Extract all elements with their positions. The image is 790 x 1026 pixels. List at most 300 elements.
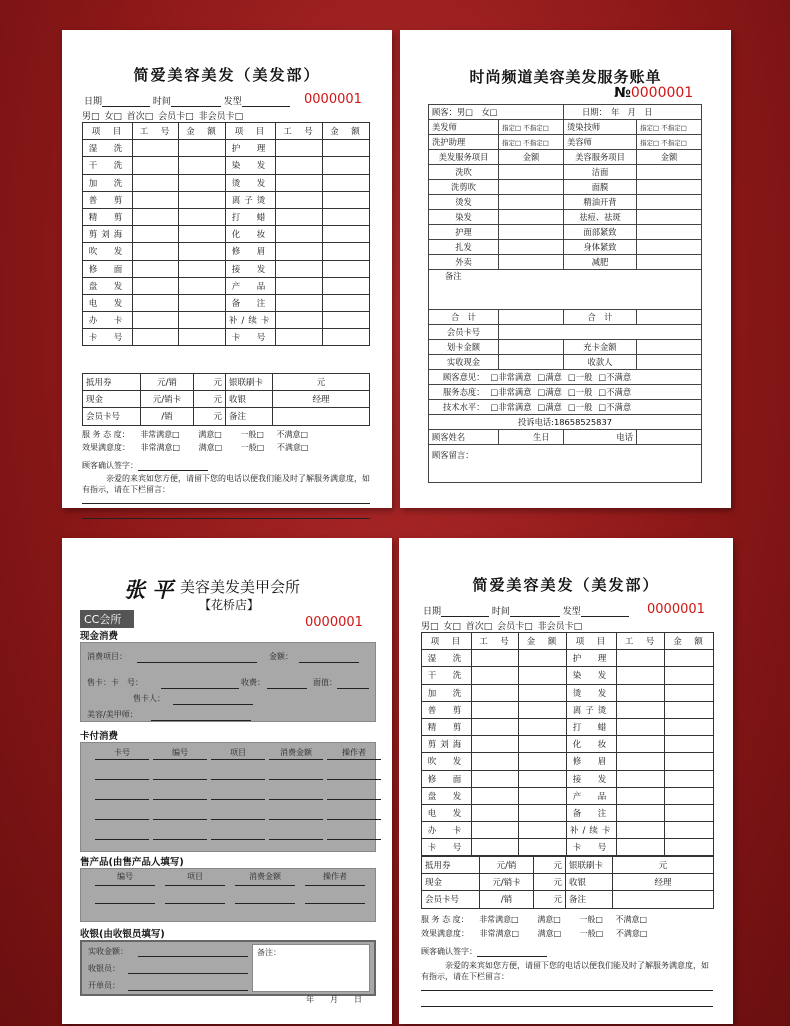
- payment-row: [83, 374, 370, 391]
- staff-id-cell[interactable]: [617, 770, 665, 787]
- card-entry-line[interactable]: [327, 799, 381, 800]
- feedback-option[interactable]: □满意: [537, 402, 562, 412]
- staff-id-cell[interactable]: [276, 208, 323, 225]
- amount-cell[interactable]: [665, 667, 714, 684]
- card-entry-line[interactable]: [153, 779, 207, 780]
- payment-cell[interactable]: 元: [613, 857, 714, 874]
- message-line[interactable]: [82, 503, 370, 504]
- amount-cell[interactable]: [665, 753, 714, 770]
- staff-id-cell[interactable]: [133, 191, 179, 208]
- message-line[interactable]: [421, 990, 713, 991]
- amount-cell[interactable]: [499, 225, 564, 240]
- service-item: 接 发: [567, 770, 617, 787]
- feedback-option[interactable]: □非常满意: [490, 387, 532, 397]
- staff-id-cell[interactable]: [472, 701, 519, 718]
- male-checkbox[interactable]: 男□: [82, 112, 100, 122]
- staff-id-cell[interactable]: [133, 140, 179, 157]
- table-row: [422, 718, 714, 735]
- amount-cell[interactable]: [179, 277, 226, 294]
- service-item: 染 发: [567, 667, 617, 684]
- message-line[interactable]: [82, 518, 370, 519]
- staff-id-cell[interactable]: [133, 157, 179, 174]
- card-entry-line[interactable]: [327, 839, 381, 840]
- bill-date[interactable]: 日期： 年 月 日: [564, 105, 702, 120]
- feedback-option[interactable]: □满意: [537, 372, 562, 382]
- service-item: 盘 发: [83, 277, 133, 294]
- staff-id-cell[interactable]: [276, 174, 323, 191]
- staff-id-cell[interactable]: [133, 174, 179, 191]
- amount-cell[interactable]: [665, 684, 714, 701]
- staff-id-cell[interactable]: [276, 157, 323, 174]
- card-entry-line[interactable]: [211, 819, 265, 820]
- product-entry-line[interactable]: [235, 885, 295, 886]
- received-field[interactable]: [267, 688, 307, 689]
- staff-id-cell[interactable]: [472, 684, 519, 701]
- table-row: [422, 701, 714, 718]
- amount-cell[interactable]: [323, 312, 370, 329]
- feedback-cell[interactable]: [429, 370, 702, 385]
- staff-id-cell[interactable]: [472, 839, 519, 856]
- service-item: 护 理: [226, 140, 276, 157]
- amount-cell[interactable]: [179, 191, 226, 208]
- service-item: 化 妆: [567, 736, 617, 753]
- bill-header-row: [429, 150, 702, 165]
- staff-id-cell[interactable]: [472, 822, 519, 839]
- amount-cell[interactable]: [499, 255, 564, 270]
- service-item: 普 剪: [83, 191, 133, 208]
- amount-cell[interactable]: [519, 753, 567, 770]
- time-field[interactable]: [510, 608, 560, 617]
- amount-cell[interactable]: [179, 329, 226, 346]
- payment-cell[interactable]: /销: [480, 891, 534, 908]
- card-entry-line[interactable]: [269, 759, 323, 760]
- staff-id-cell[interactable]: [472, 650, 519, 667]
- very-satisfied-option[interactable]: 非常满意□: [140, 430, 180, 439]
- card-deduct-label: 划卡金额: [429, 340, 499, 355]
- amount-cell[interactable]: [637, 310, 702, 325]
- payment-cell: 现金: [422, 874, 480, 891]
- staff-id-cell[interactable]: [617, 650, 665, 667]
- paid-amount-field[interactable]: [138, 956, 248, 957]
- amount-cell[interactable]: [179, 243, 226, 260]
- service-item: 修 眉: [226, 243, 276, 260]
- staff-id-cell[interactable]: [276, 140, 323, 157]
- satisfied-option[interactable]: 满意□: [198, 430, 222, 439]
- staff-id-cell[interactable]: [276, 226, 323, 243]
- staff-id-cell[interactable]: [133, 312, 179, 329]
- feedback-option[interactable]: □不满意: [598, 402, 632, 412]
- staff-id-cell[interactable]: [133, 243, 179, 260]
- remark-cell[interactable]: 备注: [429, 270, 702, 310]
- amount-cell[interactable]: [499, 165, 564, 180]
- phone-cell[interactable]: [564, 430, 637, 445]
- staff-id-cell[interactable]: [472, 667, 519, 684]
- service-item: 离子烫: [567, 701, 617, 718]
- hair-service-item: 扎发: [429, 240, 499, 255]
- card-column-header: 卡号: [114, 748, 130, 757]
- staff-id-cell[interactable]: [617, 787, 665, 804]
- staff-id-cell[interactable]: [617, 736, 665, 753]
- feedback-option[interactable]: □一般: [567, 387, 593, 397]
- staff-id-cell[interactable]: [133, 208, 179, 225]
- average-option[interactable]: 一般□: [240, 443, 265, 452]
- staff-id-cell[interactable]: [133, 260, 179, 277]
- table-row: [422, 839, 714, 856]
- seller-field[interactable]: [173, 704, 253, 705]
- amount-cell[interactable]: [499, 240, 564, 255]
- feedback-option[interactable]: □非常满意: [490, 372, 532, 382]
- bill-item-row: [429, 255, 702, 270]
- card-entry-line[interactable]: [211, 799, 265, 800]
- feedback-option[interactable]: □满意: [537, 387, 562, 397]
- payment-cell[interactable]: [613, 891, 714, 908]
- first-visit-checkbox[interactable]: 首次□: [126, 112, 154, 122]
- payment-cell[interactable]: 元: [534, 857, 566, 874]
- cashier-cell[interactable]: [637, 355, 702, 370]
- staff-role: 洗护助理: [429, 135, 499, 150]
- member-checkbox[interactable]: 会员卡□: [158, 112, 194, 122]
- card-entry-line[interactable]: [153, 819, 207, 820]
- amount-cell[interactable]: [179, 294, 226, 311]
- message-line[interactable]: [421, 1006, 713, 1007]
- card-entry-line[interactable]: [269, 779, 323, 780]
- amount-cell[interactable]: [665, 804, 714, 821]
- feedback-option[interactable]: □非常满意: [490, 402, 532, 412]
- staff-id-cell[interactable]: [276, 312, 323, 329]
- amount-field[interactable]: [299, 662, 359, 663]
- beauty-service-item: 身体紧致: [564, 240, 637, 255]
- feedback-cell[interactable]: [429, 400, 702, 415]
- designation-options[interactable]: 指定□ 不指定□: [637, 135, 702, 150]
- card-entry-line[interactable]: [327, 759, 381, 760]
- staff-id-cell[interactable]: [472, 718, 519, 735]
- card-entry-line[interactable]: [269, 799, 323, 800]
- satisfied-option[interactable]: 满意□: [537, 929, 562, 938]
- amount-cell[interactable]: [179, 208, 226, 225]
- beautician-field[interactable]: [151, 720, 251, 721]
- card-entry-line[interactable]: [269, 819, 323, 820]
- card-entry-line[interactable]: [211, 779, 265, 780]
- staff-id-cell[interactable]: [472, 804, 519, 821]
- unsatisfied-option[interactable]: 不满意□: [615, 929, 648, 938]
- cashier-field[interactable]: [128, 973, 248, 974]
- service-item: 接 发: [226, 260, 276, 277]
- customer-gender[interactable]: 顾客：男□ 女□: [429, 105, 564, 120]
- staff-id-cell[interactable]: [276, 260, 323, 277]
- amount-cell[interactable]: [519, 787, 567, 804]
- product-entry-line[interactable]: [165, 885, 225, 886]
- service-item: 烫 发: [567, 684, 617, 701]
- staff-id-cell[interactable]: [133, 277, 179, 294]
- amount-cell[interactable]: [323, 277, 370, 294]
- amount-cell[interactable]: [179, 226, 226, 243]
- staff-id-cell[interactable]: [133, 226, 179, 243]
- stylist-field[interactable]: [242, 98, 290, 107]
- item-field[interactable]: [137, 662, 257, 663]
- amount-cell[interactable]: [519, 770, 567, 787]
- non-member-checkbox[interactable]: 非会员卡□: [537, 622, 583, 632]
- card-column-header: 操作者: [342, 748, 366, 757]
- payment-cell[interactable]: /销: [141, 408, 194, 425]
- service-item: 补/续卡: [226, 312, 276, 329]
- card-entry-line[interactable]: [95, 819, 149, 820]
- amount-cell[interactable]: [323, 226, 370, 243]
- phone-value-cell[interactable]: [637, 430, 702, 445]
- column-header: 项 目: [567, 633, 617, 650]
- column-header: 美发服务项目: [429, 150, 499, 165]
- service-item: 普 剪: [422, 701, 472, 718]
- amount-cell[interactable]: [519, 667, 567, 684]
- feedback-cell[interactable]: [429, 385, 702, 400]
- amount-cell[interactable]: [637, 165, 702, 180]
- service-item: 离子烫: [226, 191, 276, 208]
- amount-cell[interactable]: [665, 839, 714, 856]
- beauty-service-item: 减肥: [564, 255, 637, 270]
- payment-cell[interactable]: 元/销卡: [480, 874, 534, 891]
- serial-number: 0000001: [304, 92, 362, 107]
- feedback-option[interactable]: □一般: [567, 402, 593, 412]
- feedback-option[interactable]: □不满意: [598, 387, 632, 397]
- staff-id-cell[interactable]: [276, 277, 323, 294]
- card-entry-line[interactable]: [211, 839, 265, 840]
- very-satisfied-option[interactable]: 非常满意□: [479, 915, 519, 924]
- amount-cell[interactable]: [519, 650, 567, 667]
- amount-cell[interactable]: [665, 718, 714, 735]
- cashier-section-title: 收银(由收银员填写): [80, 929, 165, 940]
- unsatisfied-option[interactable]: 不满意□: [276, 430, 309, 439]
- average-option[interactable]: 一般□: [240, 430, 264, 439]
- average-option[interactable]: 一般□: [579, 915, 603, 924]
- brand-name: 张 平: [124, 577, 174, 602]
- amount-cell[interactable]: [499, 195, 564, 210]
- amount-cell[interactable]: [499, 210, 564, 225]
- staff-id-cell[interactable]: [617, 804, 665, 821]
- product-entry-line[interactable]: [95, 903, 155, 904]
- payment-cell: 抵用券: [83, 374, 141, 391]
- amount-cell[interactable]: [665, 787, 714, 804]
- average-option[interactable]: 一般□: [579, 929, 604, 938]
- amount-cell[interactable]: [637, 340, 702, 355]
- payment-cell[interactable]: 元: [194, 391, 226, 408]
- amount-cell[interactable]: [323, 260, 370, 277]
- amount-cell[interactable]: [179, 157, 226, 174]
- amount-cell[interactable]: [323, 294, 370, 311]
- staff-id-cell[interactable]: [133, 329, 179, 346]
- product-entry-line[interactable]: [235, 903, 295, 904]
- amount-cell[interactable]: [323, 174, 370, 191]
- amount-cell[interactable]: [637, 225, 702, 240]
- amount-cell[interactable]: [665, 701, 714, 718]
- staff-id-cell[interactable]: [472, 736, 519, 753]
- product-column-header: 消费金额: [249, 872, 281, 881]
- payment-cell[interactable]: 经理: [273, 391, 370, 408]
- payment-cell[interactable]: 元/销: [141, 374, 194, 391]
- satisfied-option[interactable]: 满意□: [537, 915, 561, 924]
- date-field[interactable]: [102, 98, 150, 107]
- female-checkbox[interactable]: 女□: [443, 622, 461, 632]
- staff-id-cell[interactable]: [276, 243, 323, 260]
- card-entry-line[interactable]: [153, 759, 207, 760]
- staff-id-cell[interactable]: [617, 667, 665, 684]
- birthday-cell[interactable]: [499, 430, 564, 445]
- staff-id-cell[interactable]: [276, 329, 323, 346]
- very-satisfied-option[interactable]: 非常满意□: [140, 443, 181, 452]
- designation-options[interactable]: 指定□ 不指定□: [637, 120, 702, 135]
- table-row: [422, 684, 714, 701]
- staff-id-cell[interactable]: [133, 294, 179, 311]
- order-clerk-field[interactable]: [128, 990, 248, 991]
- table-row: [83, 260, 370, 277]
- member-card-field[interactable]: [499, 325, 702, 340]
- staff-id-cell[interactable]: [617, 839, 665, 856]
- service-item: 卡 号: [226, 329, 276, 346]
- first-visit-checkbox[interactable]: 首次□: [465, 622, 493, 632]
- payment-cell[interactable]: 元: [534, 874, 566, 891]
- staff-id-cell[interactable]: [617, 718, 665, 735]
- payment-cell[interactable]: 元: [273, 374, 370, 391]
- amount-cell[interactable]: [179, 174, 226, 191]
- amount-cell[interactable]: [519, 804, 567, 821]
- amount-cell[interactable]: [323, 243, 370, 260]
- date-footer: 年 月 日: [306, 995, 362, 1004]
- payment-cell[interactable]: 经理: [613, 874, 714, 891]
- date-label: 日期: [423, 607, 442, 617]
- signature-field[interactable]: [138, 462, 208, 471]
- amount-cell[interactable]: [323, 140, 370, 157]
- card-entry-line[interactable]: [95, 759, 149, 760]
- amount-cell[interactable]: [665, 770, 714, 787]
- member-checkbox[interactable]: 会员卡□: [497, 622, 533, 632]
- card-entry-line[interactable]: [95, 839, 149, 840]
- amount-cell[interactable]: [637, 180, 702, 195]
- branch-name: 【花桥店】: [199, 598, 260, 612]
- staff-id-cell[interactable]: [617, 753, 665, 770]
- card-entry-line[interactable]: [211, 759, 265, 760]
- form-title: 简爱美容美发（美发部）: [472, 576, 660, 594]
- card-entry-line[interactable]: [95, 779, 149, 780]
- staff-id-cell[interactable]: [617, 701, 665, 718]
- amount-cell[interactable]: [499, 310, 564, 325]
- product-entry-line[interactable]: [305, 885, 365, 886]
- unsatisfied-option[interactable]: 不满意□: [615, 915, 648, 924]
- bill-item-row: [429, 165, 702, 180]
- amount-cell[interactable]: [637, 195, 702, 210]
- card-number-field[interactable]: [161, 688, 239, 689]
- feedback-option[interactable]: □一般: [567, 372, 593, 382]
- customer-name-cell[interactable]: [429, 430, 499, 445]
- staff-id-cell[interactable]: [472, 753, 519, 770]
- card-entry-line[interactable]: [95, 799, 149, 800]
- amount-cell[interactable]: [519, 839, 567, 856]
- service-item: 产 品: [567, 787, 617, 804]
- payment-cell[interactable]: [273, 408, 370, 425]
- card-section-box: [80, 742, 376, 852]
- amount-cell[interactable]: [519, 736, 567, 753]
- time-field[interactable]: [171, 98, 221, 107]
- card-entry-line[interactable]: [153, 839, 207, 840]
- payment-cell[interactable]: 元: [534, 891, 566, 908]
- amount-cell[interactable]: [637, 210, 702, 225]
- member-card-row: [429, 325, 702, 340]
- staff-id-cell[interactable]: [276, 294, 323, 311]
- customer-message-cell[interactable]: 顾客留言：: [429, 445, 702, 483]
- staff-id-cell[interactable]: [617, 684, 665, 701]
- payment-cell[interactable]: 元: [194, 408, 226, 425]
- amount-cell[interactable]: [665, 822, 714, 839]
- amount-cell[interactable]: [519, 822, 567, 839]
- signature-field[interactable]: [477, 948, 547, 957]
- male-checkbox[interactable]: 男□: [421, 622, 439, 632]
- amount-cell[interactable]: [323, 329, 370, 346]
- beauty-service-item: 面膜: [564, 180, 637, 195]
- amount-cell[interactable]: [499, 355, 564, 370]
- amount-cell[interactable]: [323, 191, 370, 208]
- amount-cell[interactable]: [637, 255, 702, 270]
- amount-cell[interactable]: [179, 312, 226, 329]
- amount-cell[interactable]: [665, 650, 714, 667]
- payment-cell[interactable]: 元/销卡: [141, 391, 194, 408]
- product-entry-line[interactable]: [165, 903, 225, 904]
- column-header: 工 号: [133, 123, 179, 140]
- staff-id-cell[interactable]: [617, 822, 665, 839]
- payment-cell[interactable]: 元/销: [480, 857, 534, 874]
- card-entry-line[interactable]: [153, 799, 207, 800]
- amount-cell[interactable]: [179, 260, 226, 277]
- designation-options[interactable]: 指定□ 不指定□: [499, 120, 564, 135]
- staff-id-cell[interactable]: [276, 191, 323, 208]
- date-field[interactable]: [441, 608, 489, 617]
- table-row: [83, 157, 370, 174]
- very-satisfied-option[interactable]: 非常满意□: [479, 929, 520, 938]
- remark-box[interactable]: 备注：: [252, 944, 370, 992]
- service-item: 卡 号: [83, 329, 133, 346]
- non-member-checkbox[interactable]: 非会员卡□: [198, 112, 244, 122]
- payment-row: [83, 408, 370, 425]
- designation-options[interactable]: 指定□ 不指定□: [499, 135, 564, 150]
- amount-cell[interactable]: [665, 736, 714, 753]
- product-entry-line[interactable]: [305, 903, 365, 904]
- card-entry-line[interactable]: [327, 819, 381, 820]
- face-value-field[interactable]: [337, 688, 369, 689]
- feedback-option[interactable]: □不满意: [598, 372, 632, 382]
- staff-id-cell[interactable]: [472, 787, 519, 804]
- product-entry-line[interactable]: [95, 885, 155, 886]
- payment-cell[interactable]: 元: [194, 374, 226, 391]
- table-row: [422, 736, 714, 753]
- amount-cell[interactable]: [179, 140, 226, 157]
- service-item: 湿 洗: [83, 140, 133, 157]
- card-entry-line[interactable]: [327, 779, 381, 780]
- phone-label: 电话: [616, 432, 633, 442]
- table-row: [83, 208, 370, 225]
- amount-cell[interactable]: [637, 240, 702, 255]
- amount-cell[interactable]: [499, 180, 564, 195]
- unsatisfied-option[interactable]: 不满意□: [276, 443, 309, 452]
- stylist-field[interactable]: [581, 608, 629, 617]
- amount-cell[interactable]: [519, 718, 567, 735]
- satisfied-option[interactable]: 满意□: [198, 443, 223, 452]
- staff-role: 美容师: [564, 135, 637, 150]
- female-checkbox[interactable]: 女□: [104, 112, 122, 122]
- staff-id-cell[interactable]: [472, 770, 519, 787]
- card-entry-line[interactable]: [269, 839, 323, 840]
- amount-cell[interactable]: [323, 208, 370, 225]
- amount-cell[interactable]: [499, 340, 564, 355]
- amount-cell[interactable]: [519, 684, 567, 701]
- member-card-label: 会员卡号: [429, 325, 499, 340]
- amount-cell[interactable]: [519, 701, 567, 718]
- amount-cell[interactable]: [323, 157, 370, 174]
